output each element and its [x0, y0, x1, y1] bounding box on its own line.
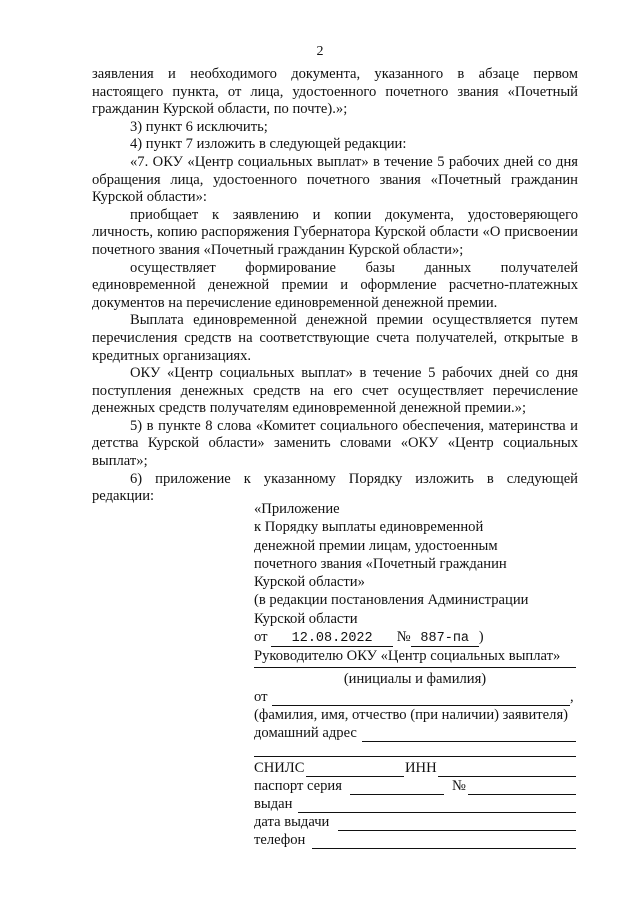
- appendix-line: (в редакции постановления Администрации: [254, 592, 529, 609]
- paragraph: приобщает к заявлению и копии документа, удостоверяющего личность, копию распоряжения Губернатора Курской области «О присвоении почетного звания «Почетный гражданин Курской области»;: [92, 206, 578, 258]
- issued-line: [298, 812, 576, 813]
- phone-label: телефон: [254, 832, 306, 848]
- page-number: 2: [316, 44, 324, 59]
- address-line-2: [254, 756, 576, 757]
- appendix-line: Курской области: [254, 610, 358, 627]
- paragraph: заявления и необходимого документа, указанного в абзаце первом настоящего пункта, от лица, удостоенного почетного звания «Почетный гражданин Курской области, по почте).»;: [92, 66, 578, 118]
- passport-number-line: [468, 794, 576, 795]
- paragraph: 5) в пункте 8 слова «Комитет социального обеспечения, материнства и детства Курской области» заменить словами «ОКУ «Центр социальных выплат»;: [92, 417, 578, 470]
- paragraph: ОКУ «Центр социальных выплат» в течение 5 рабочих дней со дня поступления денежных средств на его счет осуществляет перечисление денежных средств получателям единовременной денежной премии.»;: [92, 365, 578, 417]
- close-paren: ): [478, 629, 484, 646]
- issue-date-line: [338, 830, 576, 831]
- addressee: Руководителю ОКУ «Центр социальных выплат»: [254, 648, 561, 665]
- appendix-header: [254, 500, 584, 665]
- address-label: домашний адрес: [254, 725, 357, 741]
- paragraph: Выплата единовременной денежной премии осуществляется путем перечисления средств на соответствующие счета получателей, открытые в кредитных организациях.: [92, 312, 578, 364]
- inn-line: [438, 776, 576, 777]
- comma: ,: [570, 689, 574, 705]
- appendix-line: к Порядку выплаты единовременной: [254, 519, 484, 536]
- appendix-line: Курской области»: [254, 574, 365, 591]
- resolution-date: 12.08.2022: [271, 631, 393, 647]
- appendix-line: почетного звания «Почетный гражданин: [254, 555, 507, 572]
- appendix-date-line: [254, 628, 584, 647]
- passport-number-label: №: [452, 778, 466, 794]
- initials-caption: (инициалы и фамилия): [343, 671, 487, 687]
- appendix-line: денежной премии лицам, удостоенным: [254, 537, 498, 554]
- snils-label: СНИЛС: [254, 760, 305, 776]
- snils-line: [306, 776, 404, 777]
- applicant-from-line: [272, 705, 570, 706]
- issued-label: выдан: [254, 796, 293, 812]
- fio-caption: (фамилия, имя, отчество (при наличии) заявителя): [254, 707, 569, 723]
- from-label: от: [254, 689, 268, 705]
- paragraph: 4) пункт 7 изложить в следующей редакции:: [130, 136, 407, 153]
- paragraph: «7. ОКУ «Центр социальных выплат» в течение 5 рабочих дней со дня обращения лица, удостоенного почетного звания «Почетный гражданин Курской области»:: [92, 153, 578, 206]
- paragraph: осуществляет формирование базы данных получателей единовременной денежной премии и оформление расчетно-платежных документов на перечисление единовременной денежной премии.: [92, 259, 578, 311]
- addressee-initials-line: [254, 667, 576, 668]
- passport-label: паспорт серия: [254, 778, 342, 794]
- passport-series-line: [350, 794, 444, 795]
- phone-line: [312, 848, 576, 849]
- paragraph: 6) приложение к указанному Порядку изложить в следующей редакции:: [92, 470, 578, 505]
- appendix-line: «Приложение: [254, 501, 340, 517]
- from-label: от: [254, 629, 268, 646]
- paragraph: 3) пункт 6 исключить;: [130, 118, 268, 135]
- address-line: [362, 741, 576, 742]
- issue-date-label: дата выдачи: [254, 814, 330, 830]
- inn-label: ИНН: [405, 760, 437, 776]
- number-label: №: [396, 629, 411, 646]
- resolution-number: 887-па: [411, 631, 479, 647]
- document-body: [92, 66, 578, 506]
